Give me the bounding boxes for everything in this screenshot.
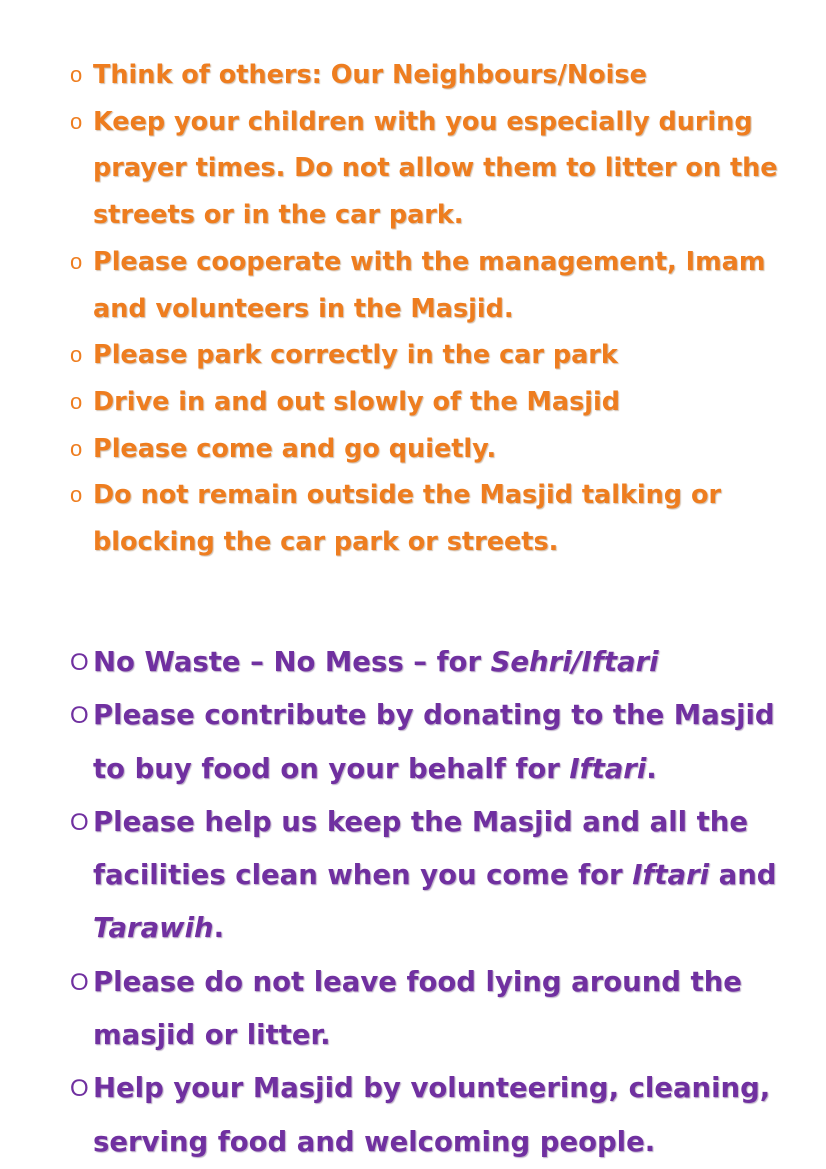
hollow-circle-bullet-icon: o <box>70 342 83 368</box>
food-guidelines-list <box>70 636 810 1169</box>
guideline-text: Help your Masjid by volunteering, cleaning, serving food and welcoming people. <box>93 1072 771 1158</box>
guideline-text: Keep your children with you especially during prayer times. Do not allow them to litter on the streets or in the car park. <box>93 106 778 231</box>
list-item <box>70 239 810 332</box>
guideline-text: Please park correctly in the car park <box>93 340 618 371</box>
list-item <box>70 689 810 796</box>
list-item <box>70 1062 810 1169</box>
hollow-circle-bullet-icon: o <box>70 108 83 134</box>
hollow-circle-bullet-icon: o <box>70 248 83 274</box>
guideline-text: Drive in and out slowly of the Masjid <box>93 386 621 417</box>
guideline-italic-term: Iftari <box>569 752 647 785</box>
list-item <box>70 379 810 426</box>
guideline-text: Think of others: Our Neighbours/Noise <box>93 60 647 90</box>
list-item <box>70 472 810 565</box>
list-item <box>70 426 810 473</box>
conduct-guidelines-list <box>70 52 810 566</box>
guideline-text-part: and <box>709 859 777 892</box>
guideline-text-part: Please help us keep the Masjid and all the facilities clean when you come for <box>93 805 749 892</box>
hollow-circle-bullet-icon: o <box>70 62 83 87</box>
list-item <box>70 956 810 1063</box>
hollow-circle-bullet-icon: o <box>70 388 83 414</box>
guideline-text: Do not remain outside the Masjid talking or blocking the car park or streets. <box>93 480 722 558</box>
guideline-italic-term: Sehri/Iftari <box>490 646 659 678</box>
list-item <box>70 636 810 689</box>
hollow-circle-bullet-icon: o <box>70 482 83 508</box>
list-item <box>70 332 810 379</box>
list-item <box>70 99 810 239</box>
guideline-text-part: No Waste – No Mess – for <box>93 646 491 678</box>
list-item <box>70 796 810 956</box>
hollow-circle-bullet-icon: o <box>70 435 83 461</box>
guideline-text: Please do not leave food lying around the masjid or litter. <box>93 965 742 1052</box>
guideline-italic-term: Iftari <box>632 859 710 892</box>
guideline-text <box>93 689 810 796</box>
hollow-circle-bullet-icon: O <box>70 1075 89 1103</box>
hollow-circle-bullet-icon: O <box>70 968 89 996</box>
guideline-text: Please cooperate with the management, Imam and volunteers in the Masjid. <box>93 246 766 324</box>
hollow-circle-bullet-icon: O <box>70 649 89 676</box>
hollow-circle-bullet-icon: O <box>70 702 89 730</box>
guideline-text-part: . <box>213 912 225 945</box>
list-item <box>70 52 810 99</box>
hollow-circle-bullet-icon: O <box>70 808 89 836</box>
guideline-text-part: Please contribute by donating to the Masjid to buy food on your behalf for <box>93 699 775 785</box>
guideline-text-part: . <box>646 752 657 785</box>
guideline-text <box>93 796 810 956</box>
guideline-text: Please come and go quietly. <box>93 433 497 464</box>
guideline-text <box>93 636 810 689</box>
guideline-italic-term: Tarawih <box>93 912 214 945</box>
